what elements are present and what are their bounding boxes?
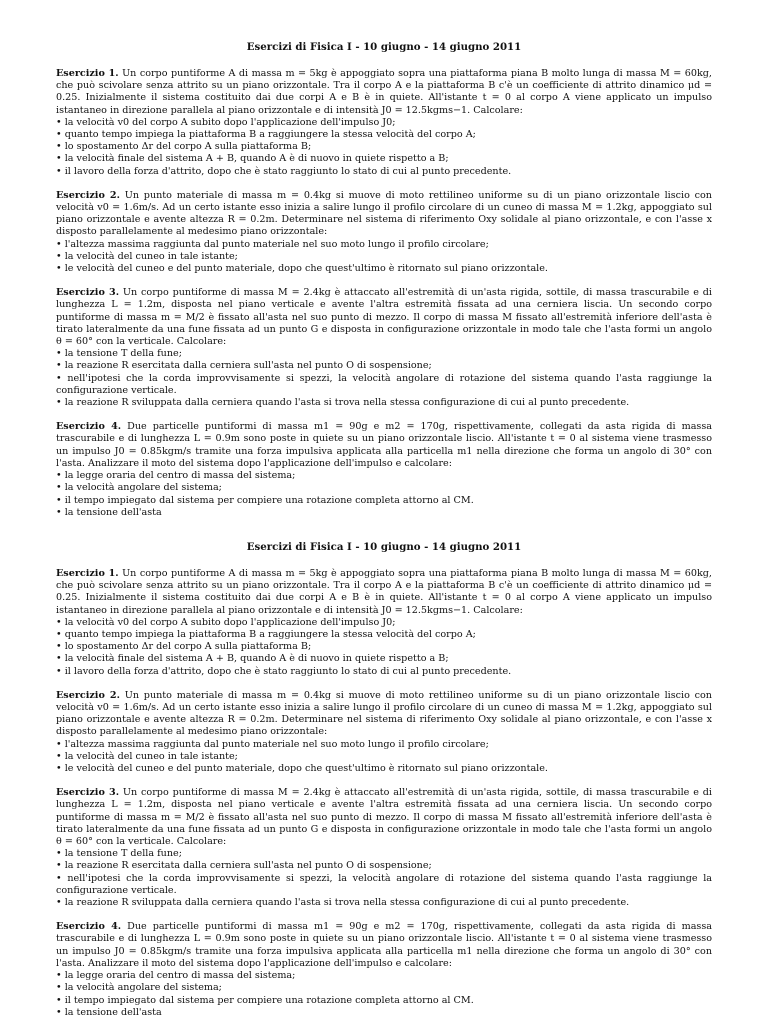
exercise-text: Un corpo puntiforme di massa M = 2.4kg è attaccato all'estremità di un'asta rigida, sottile, di massa trascurabile e di lunghezza L = 1.2m, disposta nel piano verticale e avente l'altra estremità fissata ad una cerniera liscia. Un secondo corpo puntiforme di massa m = M/2 è fissato all'asta nel suo punto di mezzo. Il corpo di massa M fissato all'estremità inferiore dell'asta è tirato lateralmente da una fune fissata ad un punto G e disposta in configurazione orizzontale in modo tale che l'asta formi un angolo θ = 60° con la verticale. Calcolare:	[56, 287, 712, 348]
question-item: • la legge oraria del centro di massa del sistema;	[56, 970, 712, 982]
exercise-4	[56, 421, 712, 519]
question-item: • la legge oraria del centro di massa del sistema;	[56, 470, 712, 482]
question-item: • nell'ipotesi che la corda improvvisamente si spezzi, la velocità angolare di rotazione del sistema quando l'asta raggiunge la configurazione verticale.	[56, 873, 712, 897]
question-item: • la reazione R esercitata dalla cerniera sull'asta nel punto O di sospensione;	[56, 360, 712, 372]
question-item: • la velocità del cuneo in tale istante;	[56, 751, 712, 763]
question-item: • l'altezza massima raggiunta dal punto materiale nel suo moto lungo il profilo circolare;	[56, 739, 712, 751]
exercise-heading: Esercizio 4.	[56, 921, 122, 933]
exercise-questions	[56, 239, 712, 276]
exercise-questions	[56, 617, 712, 678]
question-item: • nell'ipotesi che la corda improvvisamente si spezzi, la velocità angolare di rotazione del sistema quando l'asta raggiunge la configurazione verticale.	[56, 373, 712, 397]
exercise-text: Due particelle puntiformi di massa m1 = 90g e m2 = 170g, rispettivamente, collegati da asta rigida di massa trascurabile e di lunghezza L = 0.9m sono poste in quiete su un piano orizzontale liscio. All'istante t = 0 al sistema viene trasmesso un impulso J0 = 0.85kgm/s tramite una forza impulsiva applicata alla particella m1 nella direzione che forma un angolo di 30° con l'asta. Analizzare il moto del sistema dopo l'applicazione dell'impulso e calcolare:	[56, 921, 712, 969]
exercise-questions	[56, 470, 712, 519]
exercise-heading: Esercizio 4.	[56, 421, 122, 433]
exercise-3	[56, 787, 712, 909]
question-item: • quanto tempo impiega la piattaforma B a raggiungere la stessa velocità del corpo A;	[56, 129, 712, 141]
exercise-questions	[56, 970, 712, 1019]
question-item: • lo spostamento Δr del corpo A sulla piattaforma B;	[56, 141, 712, 153]
question-item: • le velocità del cuneo e del punto materiale, dopo che quest'ultimo è ritornato sul piano orizzontale.	[56, 263, 712, 275]
exercise-2	[56, 690, 712, 775]
exercise-questions	[56, 117, 712, 178]
exercise-text: Due particelle puntiformi di massa m1 = 90g e m2 = 170g, rispettivamente, collegati da asta rigida di massa trascurabile e di lunghezza L = 0.9m sono poste in quiete su un piano orizzontale liscio. All'istante t = 0 al sistema viene trasmesso un impulso J0 = 0.85kgm/s tramite una forza impulsiva applicata alla particella m1 nella direzione che forma un angolo di 30° con l'asta. Analizzare il moto del sistema dopo l'applicazione dell'impulso e calcolare:	[56, 421, 712, 469]
question-item: • la velocità angolare del sistema;	[56, 482, 712, 494]
exercise-text: Un punto materiale di massa m = 0.4kg si muove di moto rettilineo uniforme su di un piano orizzontale liscio con velocità v0 = 1.6m/s. Ad un certo istante esso inizia a salire lungo il profilo circolare di un cuneo di massa M = 1.2kg, appoggiato sul piano orizzontale e avente altezza R = 0.2m. Determinare nel sistema di riferimento Oxy solidale al piano orizzontale, e con l'asse x disposto parallelamente al medesimo piano orizzontale:	[56, 189, 712, 238]
exercise-1	[56, 68, 712, 178]
question-item: • la reazione R sviluppata dalla cerniera quando l'asta si trova nella stessa configurazione di cui al punto precedente.	[56, 397, 712, 409]
question-item: • quanto tempo impiega la piattaforma B a raggiungere la stessa velocità del corpo A;	[56, 629, 712, 641]
question-item: • la tensione dell'asta	[56, 1007, 712, 1019]
exercise-heading: Esercizio 3.	[56, 787, 120, 799]
exercise-4	[56, 921, 712, 1019]
exercise-text: Un corpo puntiforme A di massa m = 5kg è appoggiato sopra una piattaforma piana B molto lunga di massa M = 60kg, che può scivolare senza attrito su un piano orizzontale. Tra il corpo A e la piattaforma B c'è un coefficiente di attrito dinamico μd = 0.25. Inizialmente il sistema costituito dai due corpi A e B è in quiete. All'istante t = 0 al corpo A viene applicato un impulso istantaneo in direzione parallela al piano orizzontale e di intensità J0 = 12.5kgms−1. Calcolare:	[56, 68, 712, 116]
exercise-text: Un corpo puntiforme di massa M = 2.4kg è attaccato all'estremità di un'asta rigida, sottile, di massa trascurabile e di lunghezza L = 1.2m, disposta nel piano verticale e avente l'altra estremità fissata ad una cerniera liscia. Un secondo corpo puntiforme di massa m = M/2 è fissato all'asta nel suo punto di mezzo. Il corpo di massa M fissato all'estremità inferiore dell'asta è tirato lateralmente da una fune fissata ad un punto G e disposta in configurazione orizzontale in modo tale che l'asta formi un angolo θ = 60° con la verticale. Calcolare:	[56, 787, 712, 848]
question-item: • la reazione R sviluppata dalla cerniera quando l'asta si trova nella stessa configurazione di cui al punto precedente.	[56, 897, 712, 909]
exercise-text: Un corpo puntiforme A di massa m = 5kg è appoggiato sopra una piattaforma piana B molto lunga di massa M = 60kg, che può scivolare senza attrito su un piano orizzontale. Tra il corpo A e la piattaforma B c'è un coefficiente di attrito dinamico μd = 0.25. Inizialmente il sistema costituito dai due corpi A e B è in quiete. All'istante t = 0 al corpo A viene applicato un impulso istantaneo in direzione parallela al piano orizzontale e di intensità J0 = 12.5kgms−1. Calcolare:	[56, 568, 712, 616]
question-item: • la velocità finale del sistema A + B, quando A è di nuovo in quiete rispetto a B;	[56, 653, 712, 665]
question-item: • la velocità finale del sistema A + B, quando A è di nuovo in quiete rispetto a B;	[56, 153, 712, 165]
exercise-sheet-copy-1	[56, 40, 712, 531]
exercise-heading: Esercizio 2.	[56, 689, 120, 701]
question-item: • il lavoro della forza d'attrito, dopo che è stato raggiunto lo stato di cui al punto precedente.	[56, 666, 712, 678]
exercise-heading: Esercizio 3.	[56, 287, 120, 299]
question-item: • il tempo impiegato dal sistema per compiere una rotazione completa attorno al CM.	[56, 495, 712, 507]
question-item: • la velocità v0 del corpo A subito dopo l'applicazione dell'impulso J0;	[56, 617, 712, 629]
question-item: • la velocità angolare del sistema;	[56, 982, 712, 994]
exercise-heading: Esercizio 2.	[56, 189, 120, 201]
question-item: • il lavoro della forza d'attrito, dopo che è stato raggiunto lo stato di cui al punto precedente.	[56, 166, 712, 178]
exercise-heading: Esercizio 1.	[56, 568, 119, 579]
question-item: • il tempo impiegato dal sistema per compiere una rotazione completa attorno al CM.	[56, 995, 712, 1007]
question-item: • la velocità del cuneo in tale istante;	[56, 251, 712, 263]
question-item: • l'altezza massima raggiunta dal punto materiale nel suo moto lungo il profilo circolare;	[56, 239, 712, 251]
exercise-questions	[56, 348, 712, 409]
question-item: • la tensione dell'asta	[56, 507, 712, 519]
exercise-sheet-copy-2	[56, 540, 712, 1031]
exercise-3	[56, 287, 712, 409]
sheet-title: Esercizi di Fisica I - 10 giugno - 14 giugno 2011	[246, 541, 522, 553]
question-item: • la tensione T della fune;	[56, 348, 712, 360]
exercise-1	[56, 568, 712, 678]
question-item: • la reazione R esercitata dalla cerniera sull'asta nel punto O di sospensione;	[56, 860, 712, 872]
exercise-questions	[56, 848, 712, 909]
question-item: • la tensione T della fune;	[56, 848, 712, 860]
exercise-heading: Esercizio 1.	[56, 68, 119, 79]
sheet-title: Esercizi di Fisica I - 10 giugno - 14 giugno 2011	[246, 41, 522, 53]
question-item: • le velocità del cuneo e del punto materiale, dopo che quest'ultimo è ritornato sul piano orizzontale.	[56, 763, 712, 775]
question-item: • lo spostamento Δr del corpo A sulla piattaforma B;	[56, 641, 712, 653]
exercise-2	[56, 190, 712, 275]
question-item: • la velocità v0 del corpo A subito dopo l'applicazione dell'impulso J0;	[56, 117, 712, 129]
exercise-questions	[56, 739, 712, 776]
exercise-text: Un punto materiale di massa m = 0.4kg si muove di moto rettilineo uniforme su di un piano orizzontale liscio con velocità v0 = 1.6m/s. Ad un certo istante esso inizia a salire lungo il profilo circolare di un cuneo di massa M = 1.2kg, appoggiato sul piano orizzontale e avente altezza R = 0.2m. Determinare nel sistema di riferimento Oxy solidale al piano orizzontale, e con l'asse x disposto parallelamente al medesimo piano orizzontale:	[56, 689, 712, 738]
